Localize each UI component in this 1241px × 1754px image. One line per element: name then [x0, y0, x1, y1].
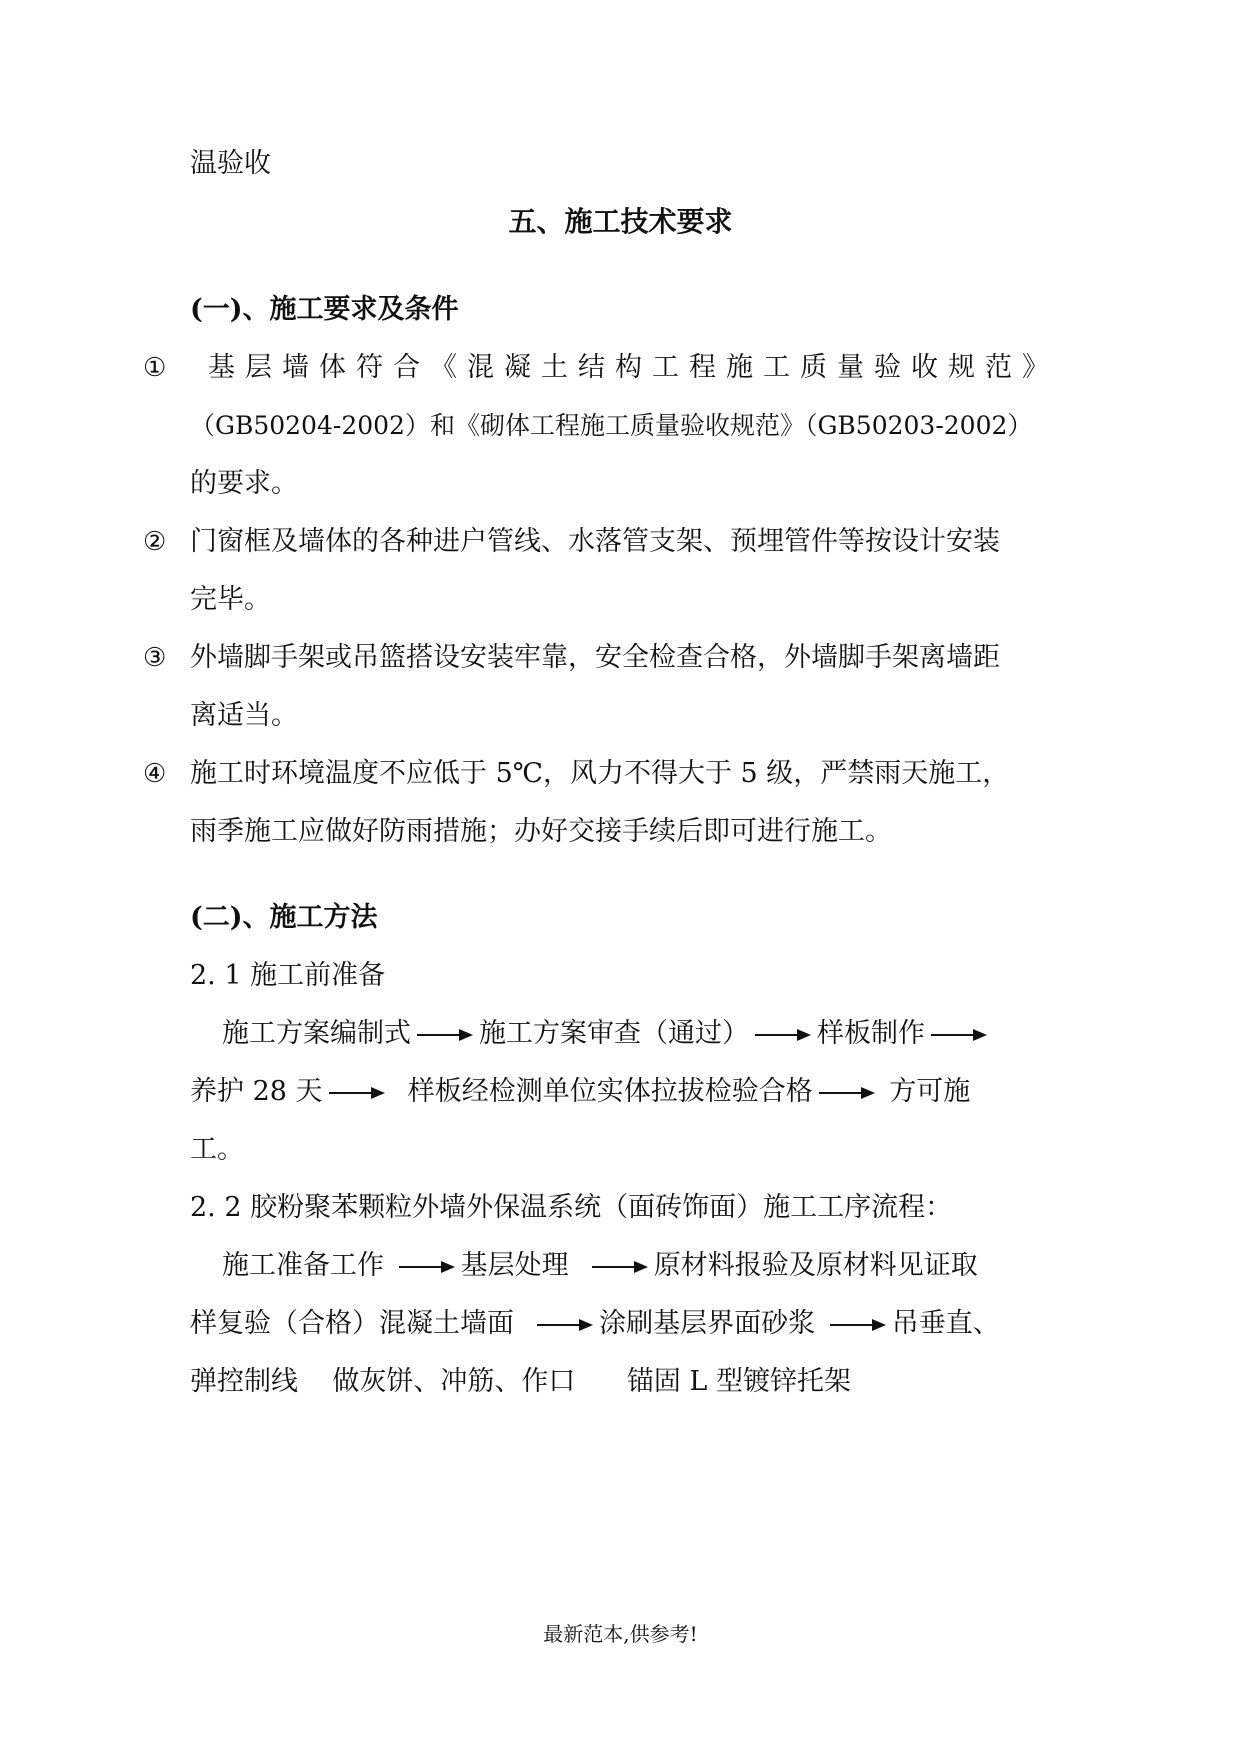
arrow-right-icon	[830, 1318, 886, 1332]
top-fragment: 温验收	[190, 148, 271, 179]
arrow-right-icon	[537, 1318, 593, 1332]
flow-1-step-a: 施工方案编制式	[222, 1018, 411, 1049]
flow-1-step-e: 样板经检测单位实体拉拔检验合格	[407, 1076, 813, 1107]
flow-2-step-g: 弹控制线	[190, 1366, 298, 1397]
flow-1-line-2	[190, 1072, 970, 1112]
arrow-right-icon	[819, 1086, 875, 1100]
flow-1-step-f: 方可施	[889, 1076, 971, 1107]
item-number-1: ①	[143, 353, 167, 383]
item-1-line-2: （GB50204-2002）和《砌体工程施工质量验收规范》（GB50203-2002）	[190, 411, 1033, 440]
flow-2-line-3	[190, 1362, 851, 1402]
arrow-right-icon	[329, 1086, 385, 1100]
flow-2-step-h: 做灰饼、冲筋、作口	[332, 1366, 576, 1397]
subsection-title-1: (一)、施工要求及条件	[190, 294, 459, 325]
flow-2-line-1	[222, 1246, 978, 1286]
subsection-title-2: (二)、施工方法	[190, 902, 378, 933]
arrow-right-icon	[592, 1260, 648, 1274]
subsection-2-1-title: 2. 1 施工前准备	[190, 960, 386, 991]
item-1-line-1: 基层墙体符合《混凝土结构工程施工质量验收规范》	[208, 352, 1059, 383]
item-2-line-1: 门窗框及墙体的各种进户管线、水落管支架、预埋管件等按设计安装	[190, 526, 1000, 557]
flow-2-step-i: 锚固 L 型镀锌托架	[626, 1366, 851, 1397]
flow-2-line-2	[190, 1304, 1000, 1344]
flow-2-step-b: 基层处理	[460, 1250, 569, 1281]
flow-2-step-e: 涂刷基层界面砂浆	[599, 1308, 816, 1339]
item-3-line-1: 外墙脚手架或吊篮搭设安装牢靠，安全检查合格，外墙脚手架离墙距	[190, 642, 1000, 673]
subsection-2-2-title: 2. 2 胶粉聚苯颗粒外墙外保温系统（面砖饰面）施工工序流程：	[190, 1192, 953, 1223]
item-3-line-2: 离适当。	[190, 700, 298, 731]
flow-1-step-c: 样板制作	[817, 1018, 925, 1049]
flow-1-line-1	[222, 1014, 993, 1054]
arrow-right-icon	[755, 1028, 811, 1042]
flow-2-step-f: 吊垂直、	[891, 1308, 1000, 1339]
arrow-right-icon	[417, 1028, 473, 1042]
item-4-line-1: 施工时环境温度不应低于 5℃，风力不得大于 5 级，严禁雨天施工，	[190, 758, 1010, 789]
item-number-3: ③	[143, 643, 167, 673]
flow-2-step-d: 样复验（合格）混凝土墙面	[190, 1308, 514, 1339]
item-number-2: ②	[143, 527, 167, 557]
item-number-4: ④	[143, 759, 167, 789]
item-4-line-2: 雨季施工应做好防雨措施；办好交接手续后即可进行施工。	[190, 816, 892, 847]
flow-2-step-a: 施工准备工作	[222, 1250, 384, 1281]
page-footer: 最新范本,供参考!	[543, 1622, 698, 1646]
flow-2-step-c: 原材料报验及原材料见证取	[653, 1250, 978, 1281]
item-2-line-2: 完毕。	[190, 584, 271, 615]
arrow-right-icon	[931, 1028, 987, 1042]
flow-1-step-b: 施工方案审查（通过）	[479, 1018, 749, 1049]
flow-1-line-3: 工。	[190, 1134, 244, 1165]
section-title: 五、施工技术要求	[508, 205, 733, 238]
flow-1-step-d: 养护 28 天	[190, 1076, 323, 1107]
item-1-line-3: 的要求。	[190, 468, 298, 499]
arrow-right-icon	[399, 1260, 455, 1274]
